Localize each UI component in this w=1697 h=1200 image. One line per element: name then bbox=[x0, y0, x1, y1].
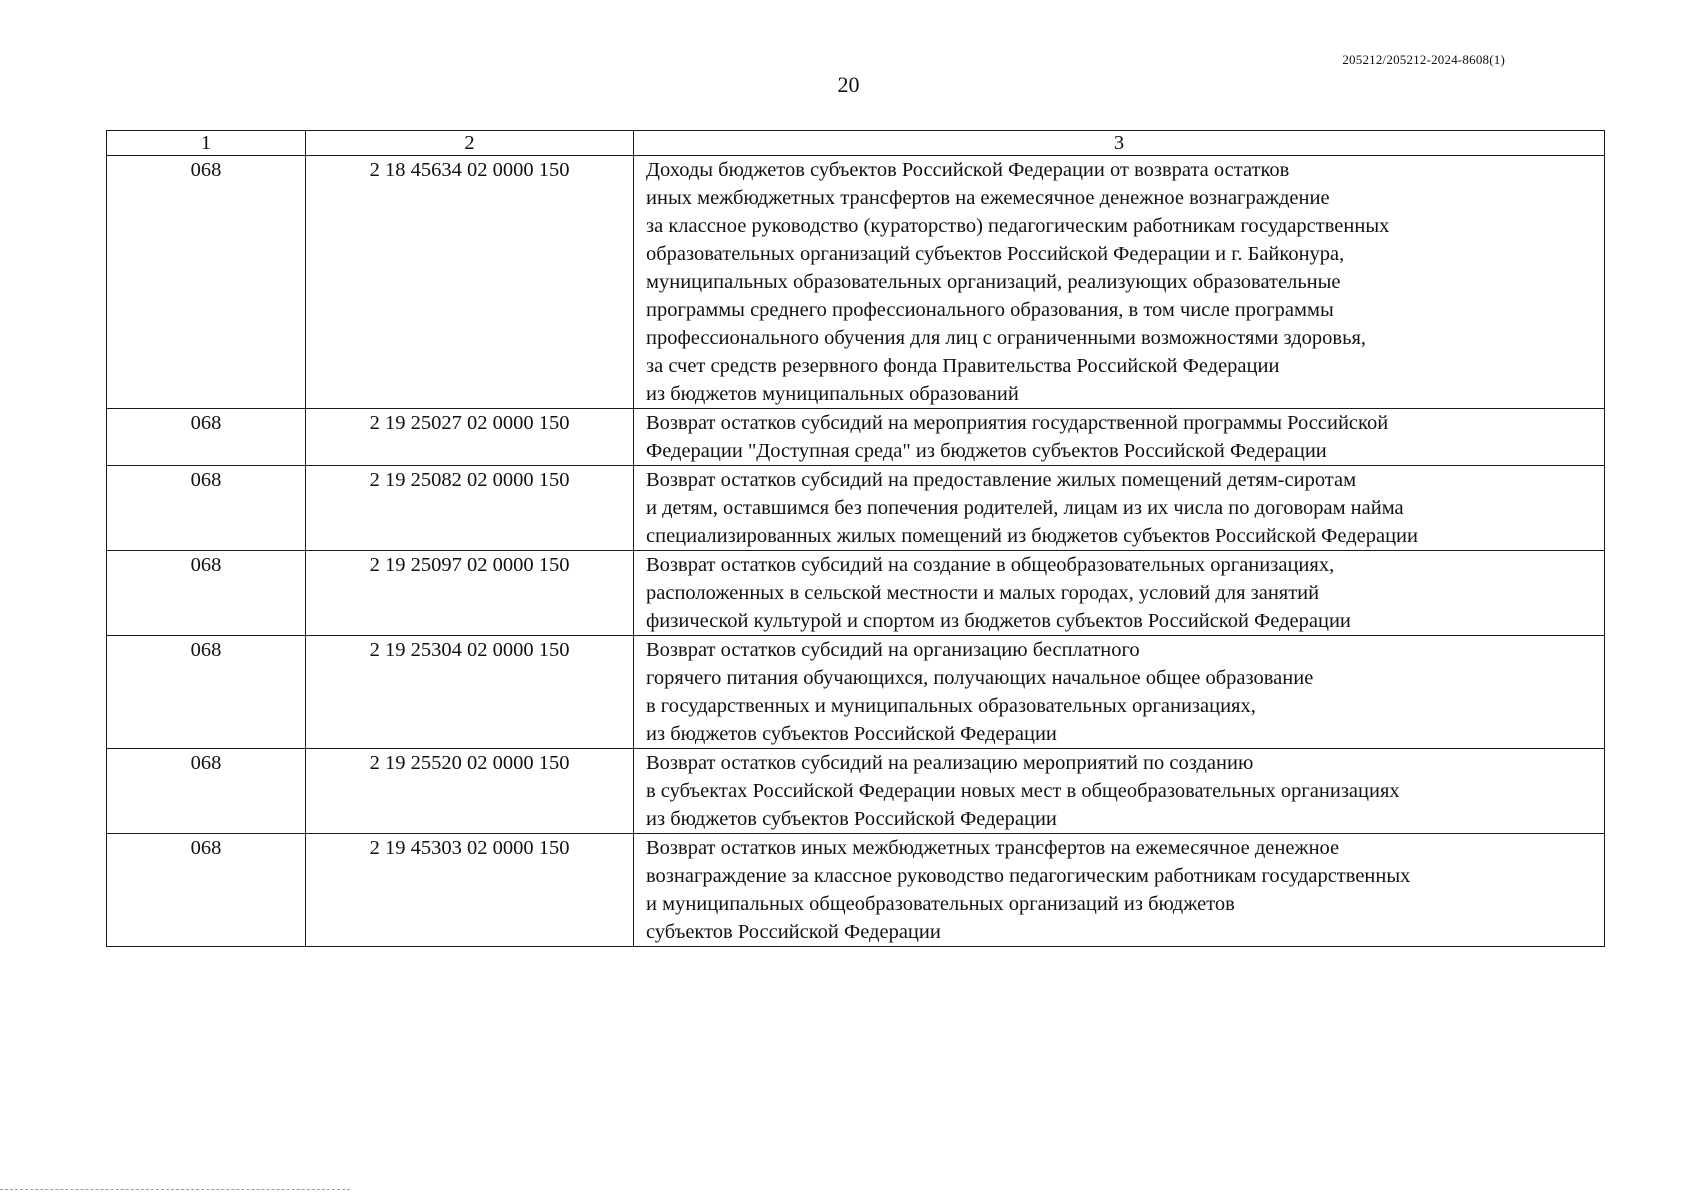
table-row bbox=[107, 409, 1605, 466]
admin-code-cell: 068 bbox=[107, 156, 306, 409]
table-row bbox=[107, 749, 1605, 834]
budget-code-cell: 2 19 25097 02 0000 150 bbox=[306, 551, 634, 636]
budget-code-cell: 2 19 45303 02 0000 150 bbox=[306, 834, 634, 947]
description-cell: Доходы бюджетов субъектов Российской Федерации от возврата остатков иных межбюджетных трансфертов на ежемесячное денежное вознаграждение за классное руководство (кураторство) педагогическим работникам государственных образовательных организаций субъектов Российской Федерации и г. Байконура, муниципальных образовательных организаций, реализующих образовательные программы среднего профессионального образования, в том числе программы профессионального обучения для лиц с ограниченными возможностями здоровья, за счет средств резервного фонда Правительства Российской Федерации из бюджетов муниципальных образований bbox=[634, 156, 1605, 409]
admin-code-cell: 068 bbox=[107, 409, 306, 466]
column-header-2: 2 bbox=[306, 131, 634, 156]
table-row bbox=[107, 551, 1605, 636]
budget-code-cell: 2 19 25027 02 0000 150 bbox=[306, 409, 634, 466]
table-row bbox=[107, 466, 1605, 551]
admin-code-cell: 068 bbox=[107, 636, 306, 749]
description-cell: Возврат остатков иных межбюджетных трансфертов на ежемесячное денежное вознаграждение за классное руководство педагогическим работникам государственных и муниципальных общеобразовательных организаций из бюджетов субъектов Российской Федерации bbox=[634, 834, 1605, 947]
admin-code-cell: 068 bbox=[107, 551, 306, 636]
table-row bbox=[107, 834, 1605, 947]
table-row bbox=[107, 636, 1605, 749]
scan-artifact-line bbox=[0, 1189, 350, 1190]
admin-code-cell: 068 bbox=[107, 834, 306, 947]
budget-code-cell: 2 19 25082 02 0000 150 bbox=[306, 466, 634, 551]
description-cell: Возврат остатков субсидий на мероприятия государственной программы Российской Федерации "Доступная среда" из бюджетов субъектов Российской Федерации bbox=[634, 409, 1605, 466]
description-cell: Возврат остатков субсидий на реализацию мероприятий по созданию в субъектах Российской Федерации новых мест в общеобразовательных организациях из бюджетов субъектов Российской Федерации bbox=[634, 749, 1605, 834]
document-id: 205212/205212-2024-8608(1) bbox=[1342, 52, 1505, 67]
budget-code-cell: 2 19 25304 02 0000 150 bbox=[306, 636, 634, 749]
description-cell: Возврат остатков субсидий на создание в общеобразовательных организациях, расположенных в сельской местности и малых городах, условий для занятий физической культурой и спортом из бюджетов субъектов Российской Федерации bbox=[634, 551, 1605, 636]
budget-code-cell: 2 19 25520 02 0000 150 bbox=[306, 749, 634, 834]
budget-code-cell: 2 18 45634 02 0000 150 bbox=[306, 156, 634, 409]
description-cell: Возврат остатков субсидий на организацию бесплатного горячего питания обучающихся, получающих начальное общее образование в государственных и муниципальных образовательных организациях, из бюджетов субъектов Российской Федерации bbox=[634, 636, 1605, 749]
budget-codes-table bbox=[106, 130, 1605, 947]
column-header-3: 3 bbox=[634, 131, 1605, 156]
admin-code-cell: 068 bbox=[107, 749, 306, 834]
table-header-row bbox=[107, 131, 1605, 156]
table-row bbox=[107, 156, 1605, 409]
page-number: 20 bbox=[837, 72, 860, 97]
admin-code-cell: 068 bbox=[107, 466, 306, 551]
column-header-1: 1 bbox=[107, 131, 306, 156]
description-cell: Возврат остатков субсидий на предоставление жилых помещений детям-сиротам и детям, оставшимся без попечения родителей, лицам из их числа по договорам найма специализированных жилых помещений из бюджетов субъектов Российской Федерации bbox=[634, 466, 1605, 551]
